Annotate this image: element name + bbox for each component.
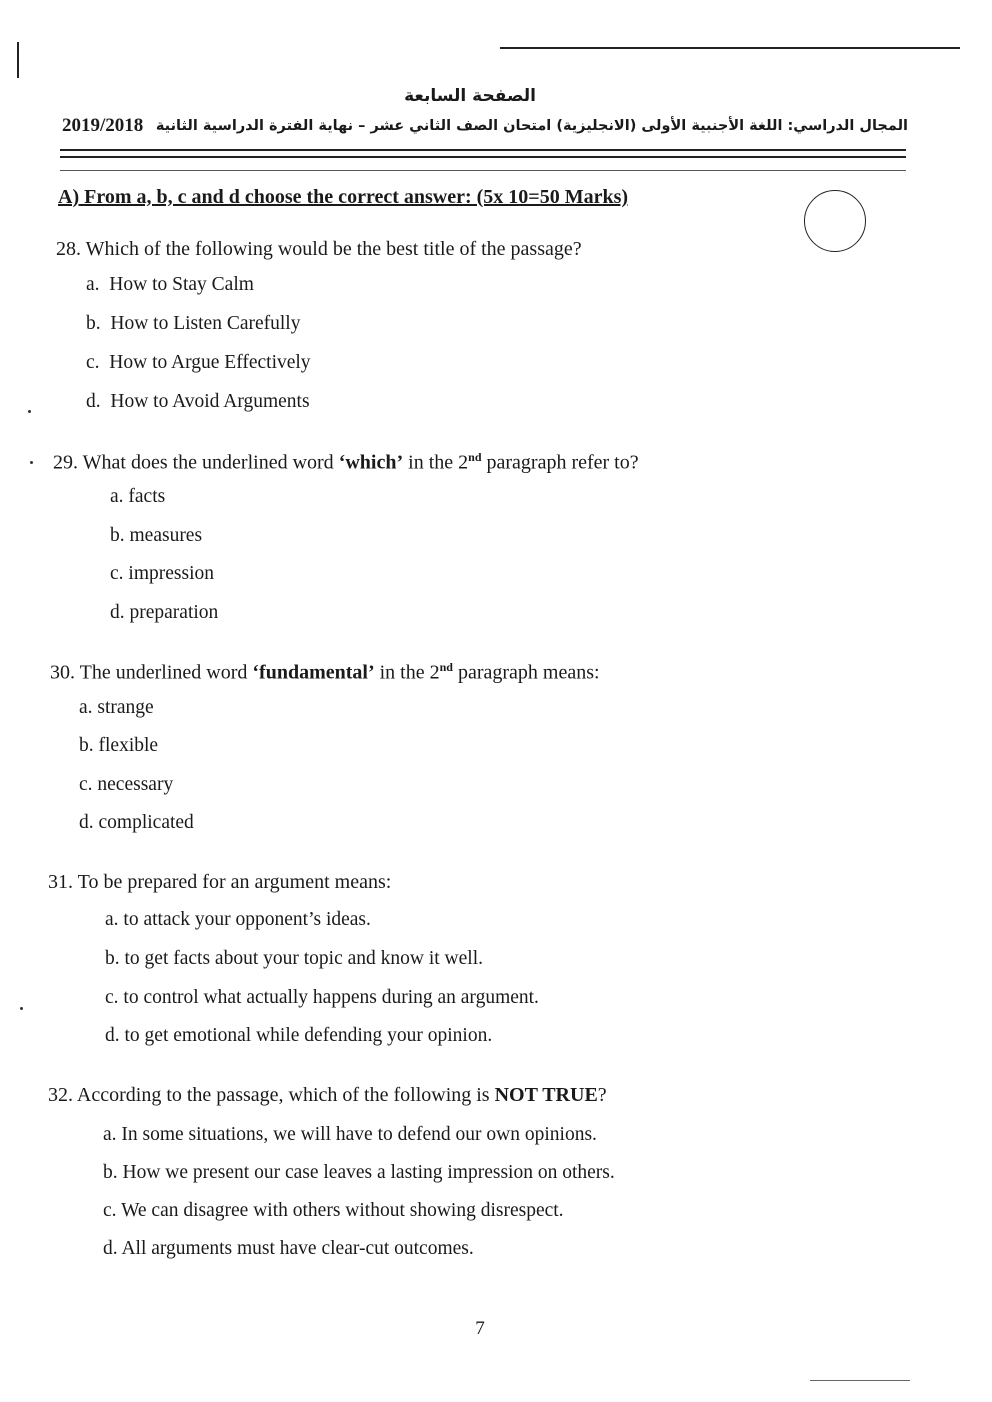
page-label: الصفحة السابعة (404, 86, 536, 106)
option-text: strange (97, 697, 154, 718)
option: c. We can disagree with others without showing disrespect. (103, 1200, 564, 1221)
option-text: In some situations, we will have to defend our own opinions. (121, 1124, 597, 1145)
exam-year: 2019/2018 (62, 115, 144, 136)
section-title: A) From a, b, c and d choose the correct answer: (5x 10=50 Marks) (58, 186, 629, 208)
option-text: How to Stay Calm (109, 274, 254, 295)
scan-dot (20, 1007, 23, 1010)
option-text: How we present our case leaves a lasting impression on others. (122, 1162, 615, 1183)
question-keyword: NOT TRUE (494, 1084, 598, 1106)
option-text: measures (129, 525, 203, 546)
option: d. to get emotional while defending your opinion. (105, 1025, 493, 1046)
option-text: How to Avoid Arguments (110, 391, 310, 412)
question-number: 30. (50, 661, 75, 684)
header-rule-1 (60, 149, 906, 151)
top-rule (500, 47, 960, 49)
question-keyword: ‘which’ (338, 451, 404, 474)
question-28 (56, 238, 582, 261)
option-text: preparation (129, 602, 219, 623)
option: a. strange (79, 697, 154, 718)
scan-dot (30, 461, 33, 464)
option-text: flexible (98, 735, 159, 756)
header-rule-2 (60, 156, 906, 158)
option: a. How to Stay Calm (86, 274, 254, 295)
scan-dot (28, 410, 31, 413)
question-text: Which of the following would be the best title of the passage? (85, 238, 582, 260)
question-number: 29. (53, 451, 78, 474)
option: d. complicated (79, 812, 194, 833)
option: c. impression (110, 563, 214, 584)
option-text: How to Listen Carefully (110, 313, 301, 334)
question-number: 31. (48, 871, 73, 893)
question-31 (48, 871, 391, 894)
option-text: All arguments must have clear-cut outcomes. (121, 1238, 474, 1259)
question-text: To be prepared for an argument means: (77, 871, 392, 893)
header-rule-3 (60, 170, 906, 171)
option: c. to control what actually happens during an argument. (105, 987, 539, 1008)
question-29: 29. What does the underlined word ‘which’ in the 2nd paragraph refer to? (53, 450, 639, 474)
left-edge-mark (17, 42, 19, 78)
option: b. How to Listen Carefully (86, 313, 301, 334)
option: d. All arguments must have clear-cut outcomes. (103, 1238, 474, 1259)
option-text: impression (128, 563, 214, 584)
option: a. facts (110, 486, 166, 507)
subject-line: المجال الدراسي: اللغة الأجنبية الأولى (الانجليزية) امتحان الصف الثاني عشر – نهاية الفترة الدراسية الثانية (155, 118, 908, 134)
option: b. How we present our case leaves a lasting impression on others. (103, 1162, 615, 1183)
option: a. to attack your opponent’s ideas. (105, 909, 371, 930)
option: b. to get facts about your topic and know it well. (105, 948, 484, 969)
question-30: 30. The underlined word ‘fundamental’ in the 2nd paragraph means: (50, 660, 600, 684)
option: c. necessary (79, 774, 174, 795)
header-line (62, 111, 908, 141)
option-text: necessary (97, 774, 174, 795)
option: d. How to Avoid Arguments (86, 391, 310, 412)
option-text: to get emotional while defending your opinion. (124, 1025, 493, 1046)
option: a. In some situations, we will have to defend our own opinions. (103, 1124, 597, 1145)
question-number: 28. (56, 238, 81, 260)
option-text: to control what actually happens during an argument. (123, 987, 539, 1008)
option: b. flexible (79, 735, 159, 756)
option-text: complicated (98, 812, 194, 833)
option: c. How to Argue Effectively (86, 352, 311, 373)
option-text: to attack your opponent’s ideas. (123, 909, 371, 930)
option: b. measures (110, 525, 203, 546)
question-keyword: ‘fundamental’ (252, 661, 375, 684)
option-text: to get facts about your topic and know it well. (124, 948, 484, 969)
question-32: 32. According to the passage, which of the following is NOT TRUE? (48, 1084, 607, 1106)
question-number: 32. (48, 1084, 73, 1106)
option-text: We can disagree with others without showing disrespect. (121, 1200, 564, 1221)
option: d. preparation (110, 602, 219, 623)
footer-mark (810, 1380, 910, 1381)
score-circle (804, 190, 866, 252)
option-text: How to Argue Effectively (109, 352, 311, 373)
option-text: facts (128, 486, 166, 507)
page-number: 7 (475, 1318, 485, 1339)
